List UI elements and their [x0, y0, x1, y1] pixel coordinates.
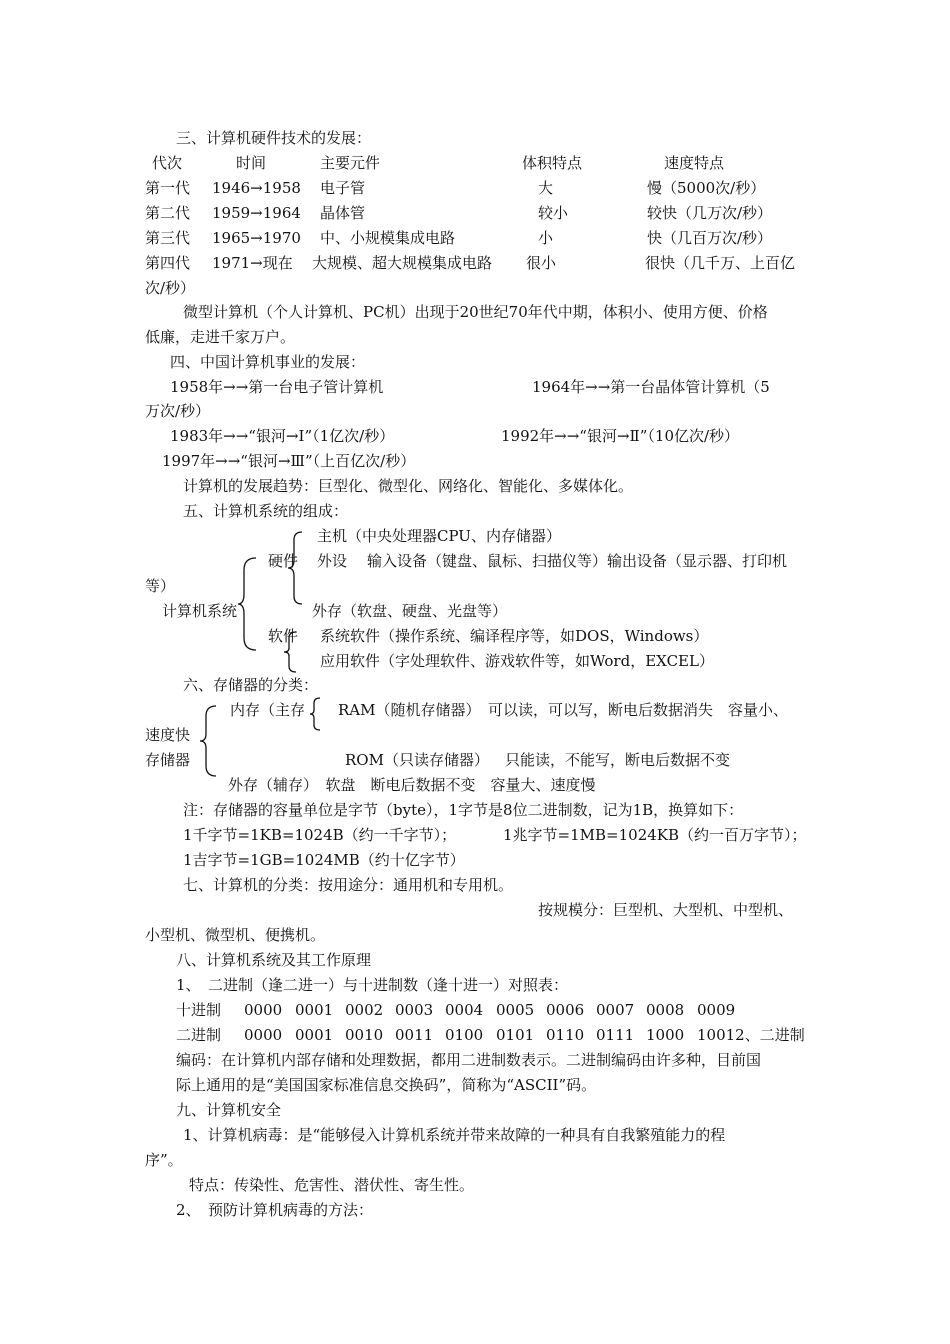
external-storage-item: 外存（软盘、硬盘、光盘等）: [312, 602, 508, 620]
row1-generation: 第一代: [145, 179, 191, 197]
row3-time: 1965→1970: [212, 229, 301, 247]
header-generation: 代次: [152, 154, 183, 172]
encoding-paragraph-1: 编码：在计算机内部存储和处理数据，都用二进制数表示。二进制编码由许多种，目前国: [176, 1051, 762, 1069]
row1-speed: 慢（5000次/秒）: [647, 179, 766, 197]
scale-classification: 按规模分：巨型机、大型机、中型机、: [538, 901, 794, 919]
section-3-title: 三、计算机硬件技术的发展：: [176, 129, 372, 147]
decimal-4: 0004: [445, 1001, 484, 1019]
binary-0: 0000: [244, 1026, 283, 1044]
binary-2: 0010: [345, 1026, 384, 1044]
row2-generation: 第二代: [145, 204, 191, 222]
ram-label: RAM（随机存储器）: [338, 701, 481, 719]
event-1997: 1997年→→“银河→Ⅲ”（上百亿次/秒）: [162, 452, 416, 470]
row1-time: 1946→1958: [212, 179, 301, 197]
section-8-title: 八、计算机系统及其工作原理: [176, 951, 372, 969]
decimal-9: 0009: [697, 1001, 736, 1019]
software-label: 软件: [268, 627, 299, 645]
rom-description: 只能读，不能写，断电后数据不变: [505, 751, 731, 769]
row2-volume: 较小: [538, 204, 569, 222]
decimal-2: 0002: [345, 1001, 384, 1019]
external-memory-line: 外存（辅存） 软盘 断电后数据不变 容量大、速度慢: [228, 776, 596, 794]
internal-memory-brace: [308, 696, 322, 732]
gb-conversion: 1吉字节=1GB=1024MB（约十亿字节）: [183, 851, 465, 869]
decimal-3: 0003: [395, 1001, 434, 1019]
system-software: 系统软件（操作系统、编译程序等，如DOS，Windows）: [320, 627, 709, 645]
io-devices: 输入设备（键盘、鼠标、扫描仪等）输出设备（显示器、打印机: [367, 552, 788, 570]
storage-label: 存储器: [145, 751, 191, 769]
scale-classification-cont: 小型机、微型机、便携机。: [145, 926, 326, 944]
event-1992: 1992年→→“银河→Ⅱ”（10亿次/秒）: [501, 427, 740, 445]
peripheral-label: 外设: [317, 552, 348, 570]
binary-5: 0101: [496, 1026, 535, 1044]
section-4-title: 四、中国计算机事业的发展：: [170, 353, 366, 371]
system-brace: [236, 556, 260, 652]
event-1964: 1964年→→第一台晶体管计算机（5: [532, 378, 770, 396]
binary-8: 1000: [646, 1026, 685, 1044]
row2-speed: 较快（几万次/秒）: [647, 204, 773, 222]
row4-component: 大规模、超大规模集成电路: [312, 254, 493, 272]
virus-definition-1: 1、计算机病毒：是“能够侵入计算机系统并带来故障的一种具有自我繁殖能力的程: [183, 1126, 726, 1144]
binary-4: 0100: [445, 1026, 484, 1044]
row3-component: 中、小规模集成电路: [320, 229, 456, 247]
binary-table-heading: 1、 二进制（逢二进一）与十进制数（逢十进一）对照表：: [176, 976, 569, 994]
section-9-title: 九、计算机安全: [176, 1101, 282, 1119]
event-1964-cont: 万次/秒）: [145, 402, 211, 420]
row3-generation: 第三代: [145, 229, 191, 247]
application-software: 应用软件（字处理软件、游戏软件等，如Word，EXCEL）: [320, 652, 714, 670]
development-trend: 计算机的发展趋势：巨型化、微型化、网络化、智能化、多媒体化。: [183, 477, 634, 495]
rom-label: ROM（只读存储器）: [345, 751, 489, 769]
kb-conversion: 1千字节=1KB=1024B（约一千字节）；: [183, 826, 457, 844]
header-component: 主要元件: [320, 154, 381, 172]
row1-component: 电子管: [320, 179, 366, 197]
virus-definition-2: 序”。: [145, 1151, 183, 1169]
event-1958: 1958年→→第一台电子管计算机: [170, 378, 384, 396]
binary-label: 二进制: [176, 1026, 222, 1044]
micro-paragraph-1: 微型计算机（个人计算机、PC机）出现于20世纪70年代中期，体积小、使用方便、价格: [183, 303, 768, 321]
header-speed: 速度特点: [664, 154, 725, 172]
hardware-brace: [286, 530, 304, 606]
decimal-0: 0000: [244, 1001, 283, 1019]
capacity-note: 注：存储器的容量单位是字节（byte），1字节是8位二进制数，记为1B，换算如下：: [183, 801, 744, 819]
row3-speed: 快（几百万次/秒）: [647, 229, 773, 247]
computer-system-label: 计算机系统: [162, 602, 238, 620]
mb-conversion: 1兆字节=1MB=1024KB（约一百万字节）；: [503, 826, 807, 844]
row4-volume: 很小: [526, 254, 557, 272]
virus-prevention: 2、 预防计算机病毒的方法：: [176, 1201, 374, 1219]
io-devices-cont: 等）: [145, 577, 176, 595]
speed-fast: 速度快: [145, 726, 191, 744]
header-time: 时间: [236, 154, 267, 172]
decimal-8: 0008: [646, 1001, 685, 1019]
row2-time: 1959→1964: [212, 204, 301, 222]
decimal-7: 0007: [596, 1001, 635, 1019]
encoding-paragraph-2: 际上通用的是“美国国家标准信息交换码”，简称为“ASCII”码。: [176, 1076, 597, 1094]
section-6-title: 六、存储器的分类：: [183, 676, 319, 694]
section-5-title: 五、计算机系统的组成：: [183, 502, 349, 520]
row2-component: 晶体管: [320, 204, 366, 222]
micro-paragraph-2: 低廉，走进千家万户。: [145, 328, 296, 346]
row4-speed: 很快（几千万、上百亿: [645, 254, 796, 272]
row4-generation: 第四代: [145, 254, 191, 272]
hardware-label: 硬件: [268, 552, 299, 570]
header-volume: 体积特点: [522, 154, 583, 172]
decimal-label: 十进制: [176, 1001, 222, 1019]
decimal-1: 0001: [295, 1001, 334, 1019]
binary-3: 0011: [395, 1026, 434, 1044]
row4-speed-cont: 次/秒）: [145, 279, 196, 297]
row1-volume: 大: [538, 179, 554, 197]
decimal-6: 0006: [546, 1001, 585, 1019]
binary-9: 10012、二进制: [697, 1026, 805, 1044]
software-brace: [282, 630, 298, 674]
section-7-title: 七、计算机的分类：按用途分：通用机和专用机。: [183, 876, 514, 894]
decimal-5: 0005: [496, 1001, 535, 1019]
host-item: 主机（中央处理器CPU、内存储器）: [317, 527, 561, 545]
row4-time: 1971→现在: [212, 254, 293, 272]
virus-features: 特点：传染性、危害性、潜伏性、寄生性。: [189, 1176, 475, 1194]
storage-brace: [198, 704, 218, 778]
row3-volume: 小: [538, 229, 554, 247]
binary-1: 0001: [295, 1026, 334, 1044]
event-1983: 1983年→→“银河→Ⅰ”（1亿次/秒）: [170, 427, 395, 445]
internal-memory-label: 内存（主存: [230, 701, 306, 719]
ram-description: 可以读，可以写，断电后数据消失 容量小、: [488, 701, 789, 719]
binary-6: 0110: [546, 1026, 585, 1044]
binary-7: 0111: [596, 1026, 635, 1044]
